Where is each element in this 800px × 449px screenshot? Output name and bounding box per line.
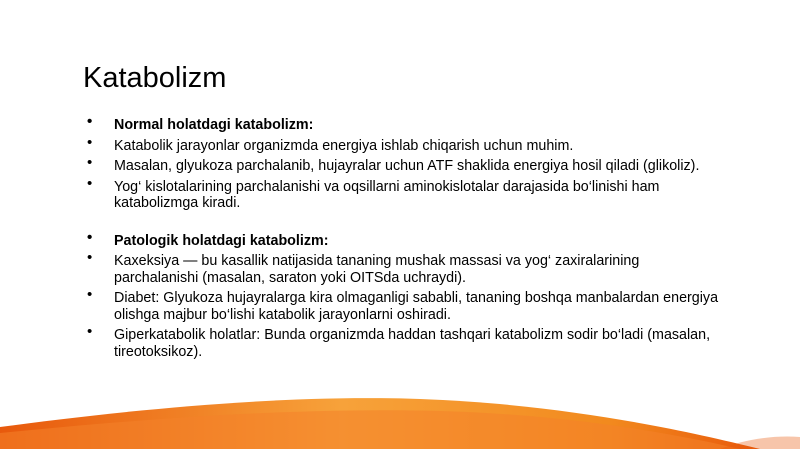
decorative-wave <box>0 389 800 449</box>
bullet-list <box>86 117 726 364</box>
slide-title: Katabolizm <box>83 62 227 94</box>
bullet-item: • Katabolik jarayonlar organizmda energiya ishlab chiqarish uchun muhim. <box>86 138 726 155</box>
bullet-heading-pathologic: • Patologik holatdagi katabolizm: <box>86 233 726 250</box>
bullet-item: • Kaxeksiya — bu kasallik natijasida tananing mushak massasi va yog‘ zaxiralarining parchalanishi (masalan, saraton yoki OITSda uchraydi). <box>86 253 726 286</box>
bullet-item: • Giperkatabolik holatlar: Bunda organizmda haddan tashqari katabolizm sodir bo‘ladi (masalan, tireotoksikoz). <box>86 327 726 360</box>
bullet-item: • Masalan, glyukoza parchalanib, hujayralar uchun ATF shaklida energiya hosil qiladi (glikoliz). <box>86 158 726 175</box>
bullet-item: • Diabet: Glyukoza hujayralarga kira olmaganligi sababli, tananing boshqa manbalardan energiya olishga majbur bo‘lishi katabolik jarayonlarni oshiradi. <box>86 290 726 323</box>
bullet-item: • Yog‘ kislotalarining parchalanishi va oqsillarni aminokislotalar darajasida bo‘linishi ham katabolizmga kiradi. <box>86 179 726 212</box>
bullet-heading-normal: • Normal holatdagi katabolizm: <box>86 117 726 134</box>
